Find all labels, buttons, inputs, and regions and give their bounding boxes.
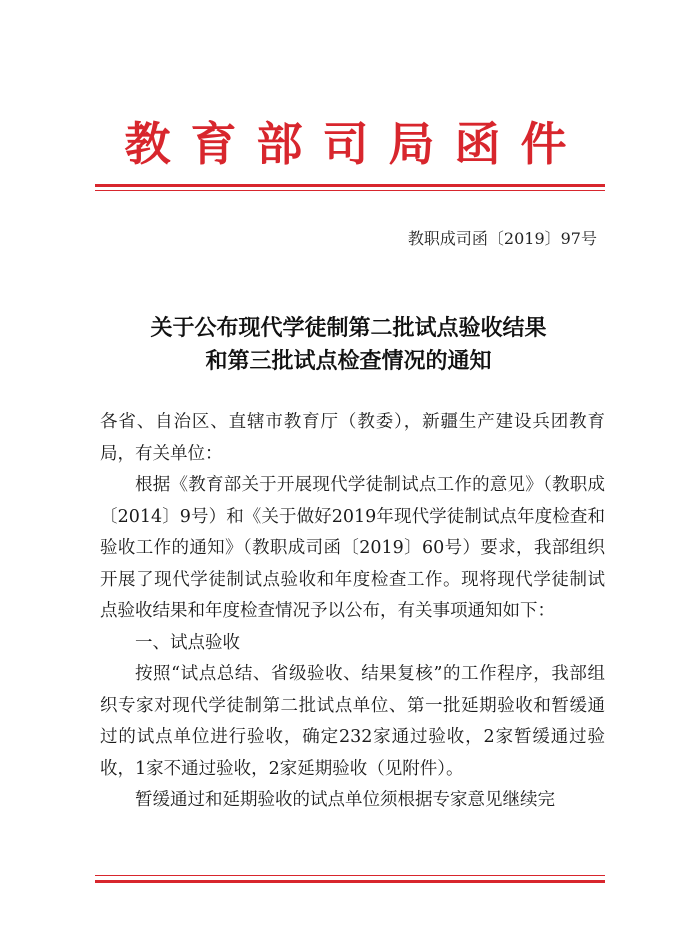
deferred-paragraph: 暂缓通过和延期验收的试点单位须根据专家意见继续完 — [135, 790, 555, 810]
footer-rule-thick — [95, 880, 605, 883]
notice-body — [100, 407, 605, 817]
masthead-rule-thin — [95, 190, 605, 191]
addressee-paragraph: 各省、自治区、直辖市教育厅（教委），新疆生产建设兵团教育局，有关单位： — [100, 412, 605, 464]
section-heading-trial-acceptance: 一、试点验收 — [135, 632, 240, 653]
notice-title-line-2: 和第三批试点检查情况的通知 — [205, 348, 492, 374]
acceptance-paragraph: 按照“试点总结、省级验收、结果复核”的工作程序，我部组织专家对现代学徒制第二批试点单位、第一批延期验收和暂缓通过的试点单位进行验收，确定232家通过验收，2家暂缓通过验收，1家不通过验收，2家延期验收（见附件）。 — [100, 664, 605, 779]
footer-rule-thin — [95, 875, 605, 876]
masthead-rule-thick — [95, 184, 605, 187]
intro-paragraph: 根据《教育部关于开展现代学徒制试点工作的意见》（教职成〔2014〕9号）和《关于做好2019年现代学徒制试点年度检查和验收工作的通知》（教职成司函〔2019〕60号）要求，我部组织开展了现代学徒制试点验收和年度检查工作。现将现代学徒制试点验收结果和年度检查情况予以公布，有关事项通知如下： — [100, 475, 605, 621]
notice-title-line-1: 关于公布现代学徒制第二批试点验收结果 — [150, 315, 547, 341]
document-number: 教职成司函〔2019〕97号 — [407, 229, 597, 248]
masthead-title: 教育部司局函件 — [124, 117, 587, 171]
